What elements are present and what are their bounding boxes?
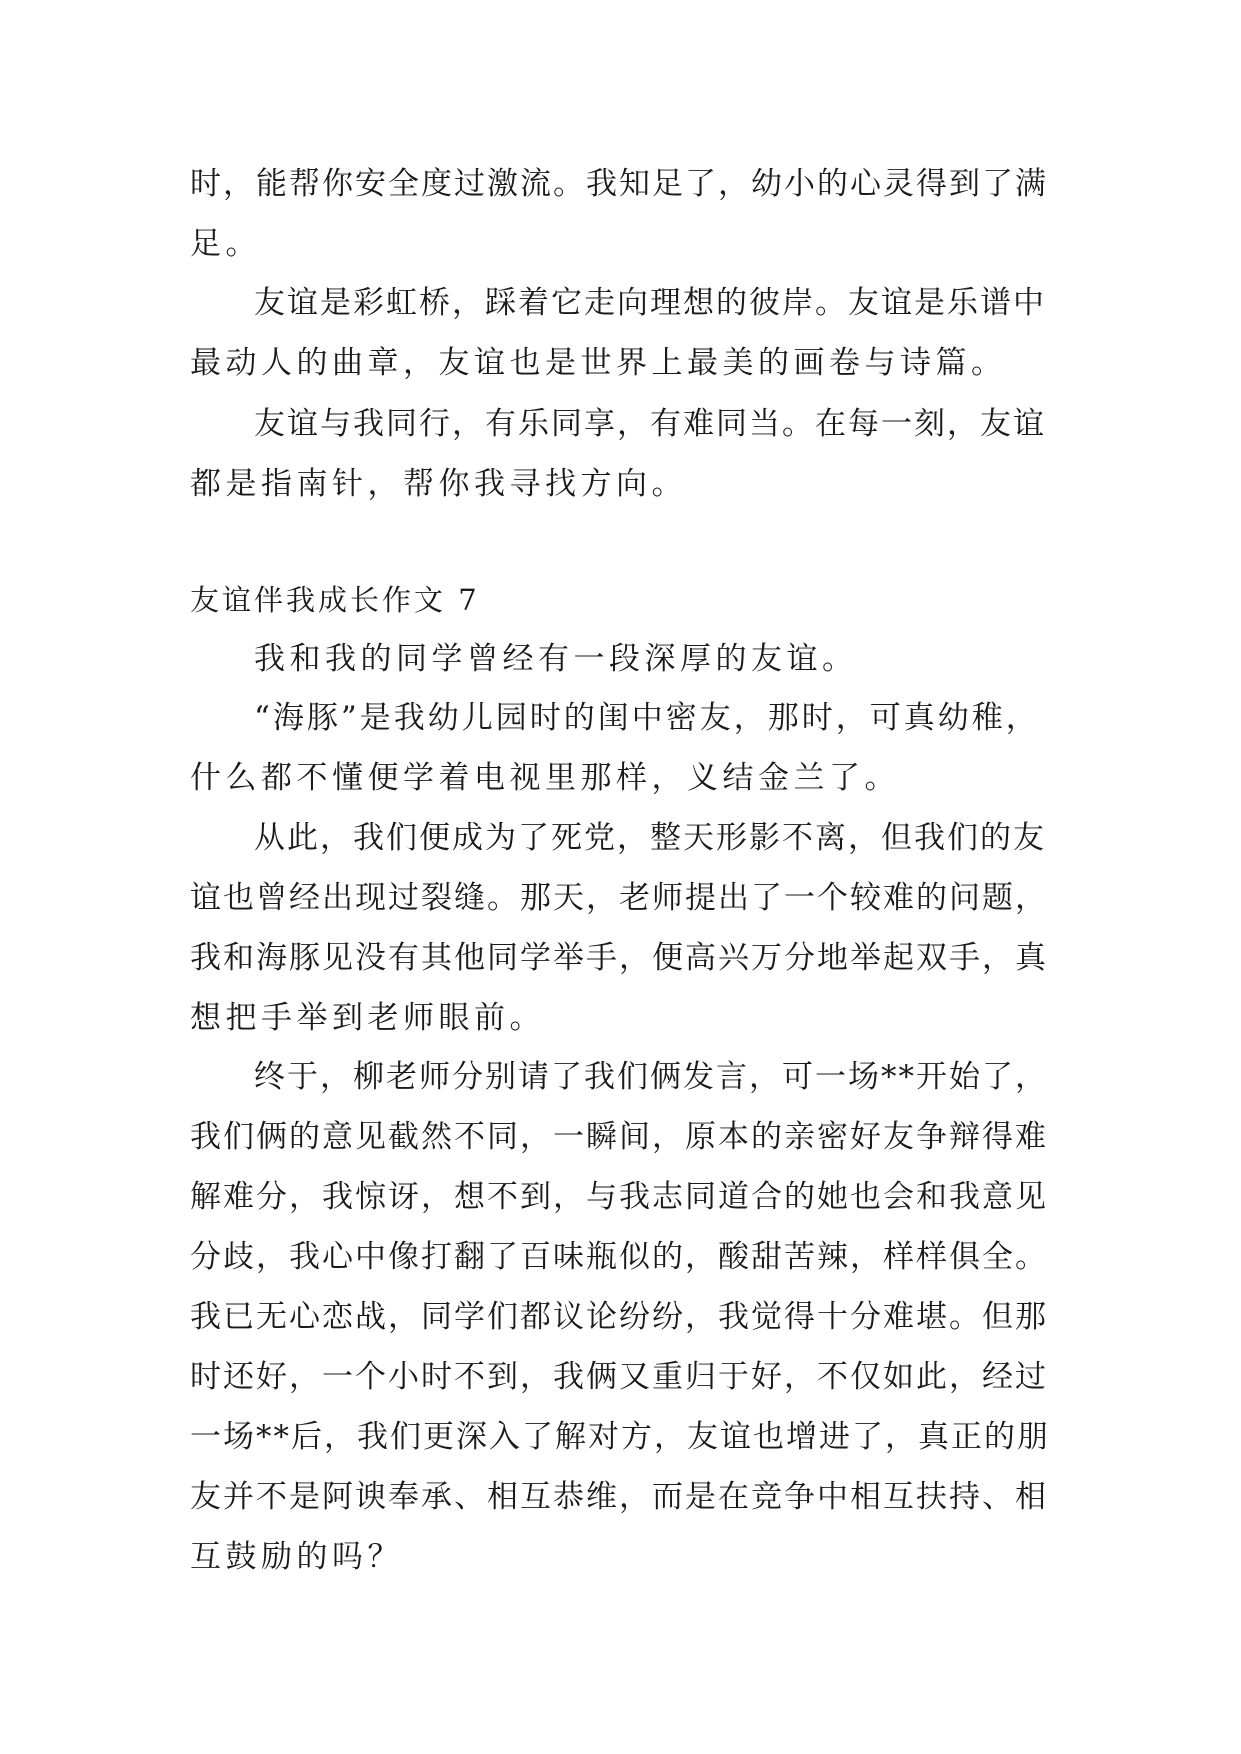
paragraph-line: 想把手举到老师眼前。 bbox=[190, 1000, 545, 1036]
paragraph-line: 一场**后，我们更深入了解对方，友谊也增进了，真正的朋 bbox=[190, 1419, 1050, 1455]
paragraph-line: 足。 bbox=[190, 226, 261, 262]
paragraph-line: 解难分，我惊讶，想不到，与我志同道合的她也会和我意见 bbox=[190, 1179, 1048, 1215]
paragraph-line: “海豚”是我幼儿园时的闺中密友，那时，可真幼稚， bbox=[254, 700, 1040, 736]
paragraph-line: 我和海豚见没有其他同学举手，便高兴万分地举起双手，真 bbox=[190, 940, 1048, 976]
paragraph-line: 我和我的同学曾经有一段深厚的友谊。 bbox=[254, 641, 858, 677]
paragraph-line: 我们俩的意见截然不同，一瞬间，原本的亲密好友争辩得难 bbox=[190, 1119, 1048, 1155]
paragraph-line: 什么都不懂便学着电视里那样，义结金兰了。 bbox=[190, 760, 900, 796]
section-title: 友谊伴我成长作文 7 bbox=[190, 583, 480, 617]
paragraph-line: 友谊是彩虹桥，踩着它走向理想的彼岸。友谊是乐谱中 bbox=[254, 285, 1046, 321]
paragraph-line: 终于，柳老师分别请了我们俩发言，可一场**开始了， bbox=[254, 1059, 1048, 1095]
paragraph-line: 互鼓励的吗？ bbox=[190, 1539, 403, 1575]
paragraph-line: 都是指南针，帮你我寻找方向。 bbox=[190, 466, 687, 502]
paragraph-line: 谊也曾经出现过裂缝。那天，老师提出了一个较难的问题， bbox=[190, 880, 1048, 916]
paragraph-line: 从此，我们便成为了死党，整天形影不离，但我们的友 bbox=[254, 820, 1046, 856]
paragraph-line: 我已无心恋战，同学们都议论纷纷，我觉得十分难堪。但那 bbox=[190, 1299, 1048, 1335]
paragraph-line: 友并不是阿谀奉承、相互恭维，而是在竞争中相互扶持、相 bbox=[190, 1479, 1048, 1515]
paragraph-line: 时还好，一个小时不到，我俩又重归于好，不仅如此，经过 bbox=[190, 1359, 1048, 1395]
paragraph-line: 时，能帮你安全度过激流。我知足了，幼小的心灵得到了满 bbox=[190, 166, 1048, 202]
paragraph-line: 最动人的曲章，友谊也是世界上最美的画卷与诗篇。 bbox=[190, 345, 1007, 381]
paragraph-line: 友谊与我同行，有乐同享，有难同当。在每一刻，友谊 bbox=[254, 406, 1046, 442]
paragraph-line: 分歧，我心中像打翻了百味瓶似的，酸甜苦辣，样样俱全。 bbox=[190, 1239, 1048, 1275]
